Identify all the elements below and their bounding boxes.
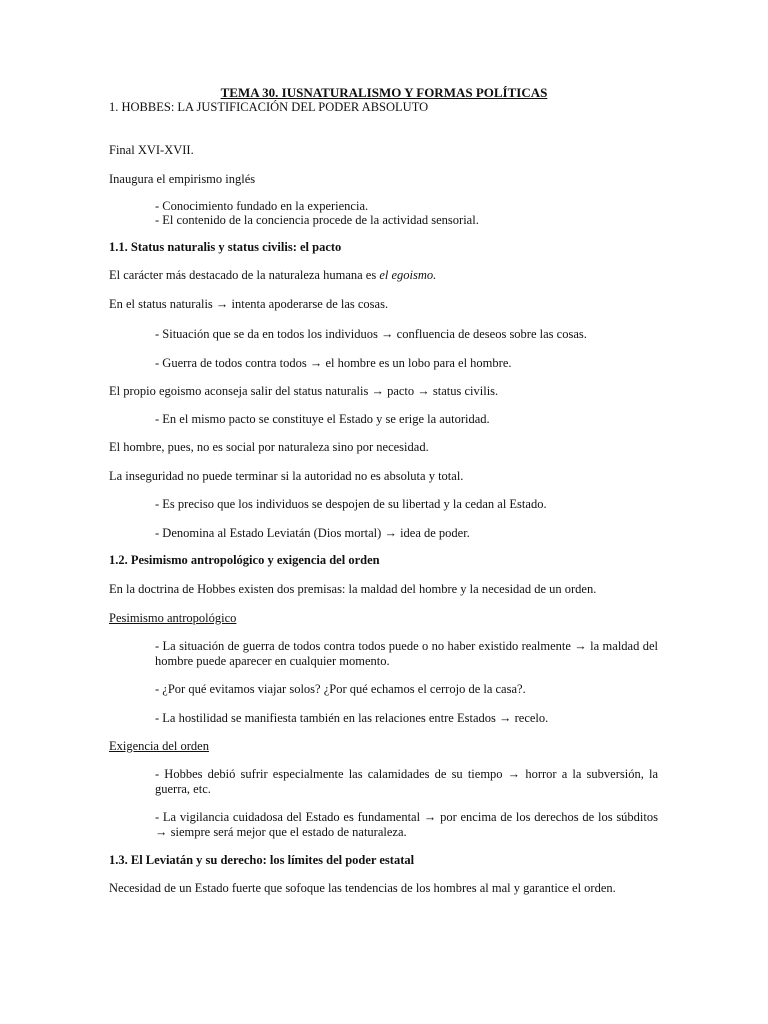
paragraph-status-naturalis: En el status naturalis → intenta apoderarse de las cosas. — [109, 297, 389, 311]
bullet-guerra: - Guerra de todos contra todos → el hombre es un lobo para el hombre. — [155, 356, 512, 370]
paragraph-caracter — [109, 268, 436, 283]
bullet-leviatan: - Denomina al Estado Leviatán (Dios mortal) → idea de poder. — [155, 526, 470, 540]
bullet-conocimiento: - Conocimiento fundado en la experiencia. — [155, 199, 369, 213]
heading-1-1: 1.1. Status naturalis y status civilis: el pacto — [109, 240, 342, 254]
document-title: TEMA 30. IUSNATURALISMO Y FORMAS POLÍTICAS — [220, 85, 548, 100]
paragraph-inaugura: Inaugura el empirismo inglés — [109, 172, 256, 186]
bullet-situacion: - Situación que se da en todos los individuos → confluencia de deseos sobre las cosas. — [155, 327, 587, 341]
section-1-title: 1. HOBBES: LA JUSTIFICACIÓN DEL PODER ABSOLUTO — [109, 100, 429, 114]
subheading-pesimismo: Pesimismo antropológico — [109, 611, 237, 625]
paragraph-inseguridad: La inseguridad no puede terminar si la autoridad no es absoluta y total. — [109, 469, 464, 483]
bullet-calamidades: - Hobbes debió sufrir especialmente las calamidades de su tiempo → horror a la subversión, la guerra, etc. — [155, 767, 658, 796]
paragraph-hombre: El hombre, pues, no es social por naturaleza sino por necesidad. — [109, 440, 429, 454]
paragraph-doctrina: En la doctrina de Hobbes existen dos premisas: la maldad del hombre y la necesidad de un orden. — [109, 582, 597, 596]
bullet-contenido: - El contenido de la conciencia procede de la actividad sensorial. — [155, 213, 479, 227]
bullet-viajar: - ¿Por qué evitamos viajar solos? ¿Por qué echamos el cerrojo de la casa?. — [155, 682, 526, 696]
bullet-hostilidad: - La hostilidad se manifiesta también en las relaciones entre Estados → recelo. — [155, 711, 549, 725]
paragraph-egoismo: El propio egoismo aconseja salir del status naturalis → pacto → status civilis. — [109, 384, 499, 398]
bullet-situacion-guerra: - La situación de guerra de todos contra todos puede o no haber existido realmente → la maldad del hombre puede aparecer en cualquier momento. — [155, 639, 658, 668]
paragraph-caracter-emphasis: el egoismo. — [379, 268, 437, 282]
heading-1-3: 1.3. El Leviatán y su derecho: los límites del poder estatal — [109, 853, 415, 867]
paragraph-caracter-text: El carácter más destacado de la naturaleza humana es — [109, 268, 377, 282]
paragraph-final: Final XVI-XVII. — [109, 143, 194, 157]
bullet-despojen: - Es preciso que los individuos se despojen de su libertad y la cedan al Estado. — [155, 497, 547, 511]
bullet-vigilancia: - La vigilancia cuidadosa del Estado es fundamental → por encima de los derechos de los súbditos → siempre será mejor que el estado de naturaleza. — [155, 810, 658, 839]
subheading-exigencia: Exigencia del orden — [109, 739, 209, 753]
paragraph-necesidad: Necesidad de un Estado fuerte que sofoque las tendencias de los hombres al mal y garantice el orden. — [109, 881, 616, 895]
heading-1-2: 1.2. Pesimismo antropológico y exigencia del orden — [109, 553, 380, 567]
bullet-pacto: - En el mismo pacto se constituye el Estado y se erige la autoridad. — [155, 412, 490, 426]
